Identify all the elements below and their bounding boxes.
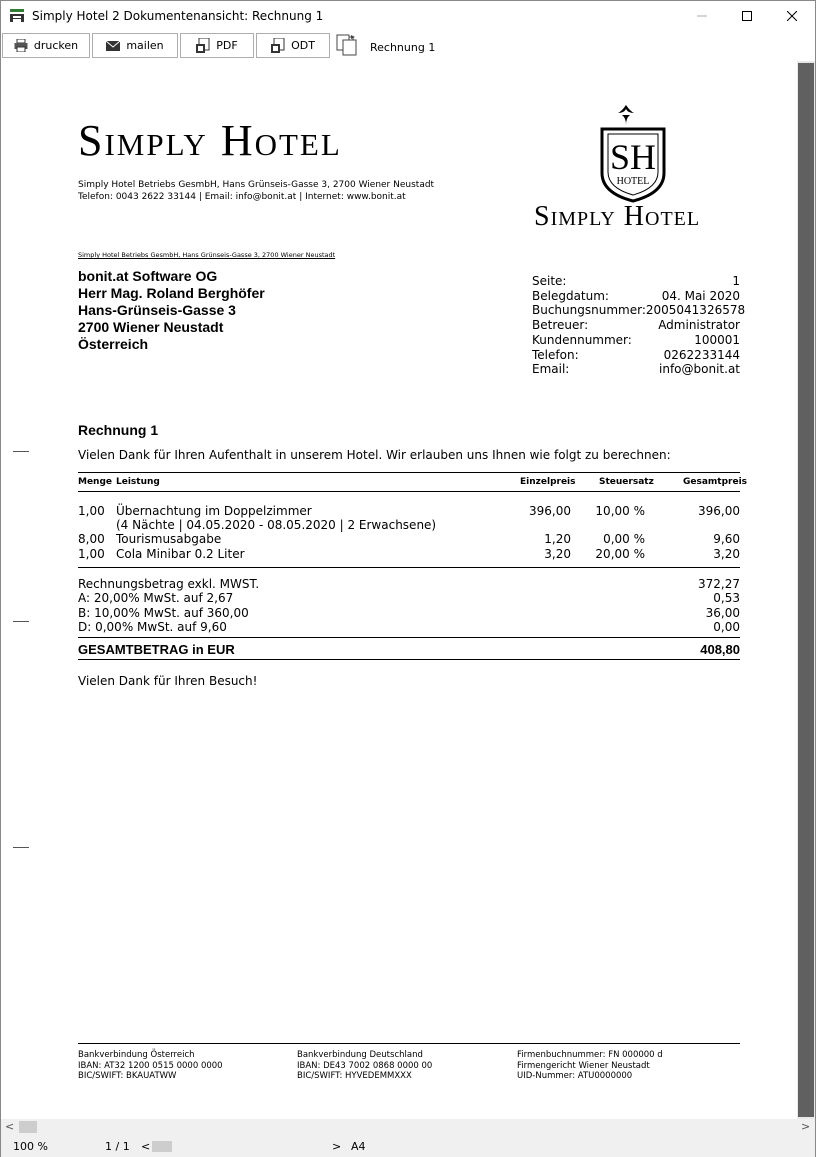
row-desc: Tourismusabgabe [116, 532, 222, 546]
row-total: 9,60 [713, 532, 740, 546]
table-header-rule [78, 491, 740, 492]
footer-line: BIC/SWIFT: BKAUATWW [78, 1071, 177, 1081]
vertical-scroll-thumb[interactable] [798, 63, 814, 1117]
odt-file-icon [271, 38, 285, 53]
page-scroll-thumb[interactable] [152, 1141, 172, 1152]
invoice-page [1, 61, 797, 1119]
meta-value: 1 [732, 274, 740, 288]
meta-value: info@bonit.at [659, 362, 740, 377]
footer-bank-de [297, 1050, 432, 1082]
grand-total-label: GESAMTBETRAG in EUR [78, 642, 235, 657]
footer-line: Bankverbindung Deutschland [297, 1050, 423, 1060]
row-tax: 10,00 % [595, 504, 645, 518]
fold-mark [13, 847, 29, 848]
letterhead-address [78, 179, 434, 203]
recipient-name: Herr Mag. Roland Berghöfer [78, 285, 265, 301]
summary-value: 0,00 [713, 620, 740, 634]
document-viewport[interactable] [1, 61, 815, 1119]
footer-bank-at [78, 1050, 223, 1082]
footer-line: IBAN: DE43 7002 0868 0000 00 [297, 1060, 433, 1071]
row-total: 396,00 [698, 504, 740, 518]
odt-label: ODT [291, 39, 315, 52]
footer-line: BIC/SWIFT: HYVEDEMMXXX [297, 1071, 412, 1081]
meta-value: 0262233144 [663, 347, 740, 362]
footer-company-info [517, 1050, 663, 1082]
col-header-qty: Menge [78, 477, 113, 487]
horizontal-scrollbar[interactable] [1, 1119, 815, 1135]
close-icon [787, 11, 797, 21]
meta-label: Buchungsnummer: [532, 303, 646, 318]
pdf-button[interactable] [180, 33, 254, 58]
close-button[interactable] [769, 1, 815, 31]
zoom-level[interactable]: 100 % [13, 1140, 48, 1153]
pdf-file-icon [196, 38, 210, 53]
recipient-address [78, 268, 265, 353]
address-line: Simply Hotel Betriebs GesmbH, Hans Grünseis-Gasse 3, 2700 Wiener Neustadt [78, 180, 435, 190]
table-top-rule [78, 472, 740, 473]
logo-monogram: SH [609, 137, 657, 177]
printer-icon [14, 39, 28, 52]
page-prev-arrow[interactable]: < [141, 1140, 151, 1153]
col-header-desc: Leistung [116, 477, 160, 487]
col-header-tax: Steuersatz [599, 477, 654, 487]
brand-wordmark: Simply Hotel [78, 116, 342, 165]
page-indicator: 1 / 1 [105, 1140, 130, 1153]
title-bar [1, 1, 815, 31]
meta-row [532, 289, 740, 304]
toolbar [1, 31, 815, 61]
document-tab-label: Rechnung 1 [370, 41, 436, 54]
meta-label: Email: [532, 362, 570, 377]
meta-row [532, 333, 740, 348]
meta-row [532, 348, 740, 363]
fold-mark [13, 451, 29, 452]
thanks-text: Vielen Dank für Ihren Besuch! [78, 674, 258, 688]
meta-label: Belegdatum: [532, 288, 609, 303]
meta-label: Kundennummer: [532, 332, 632, 347]
row-tax: 20,00 % [595, 547, 645, 561]
minimize-button[interactable] [679, 1, 725, 31]
minimize-icon [697, 11, 707, 21]
logo-subtext: HOTEL [616, 176, 650, 187]
document-copy-icon[interactable] [336, 34, 358, 56]
status-bar [1, 1135, 815, 1157]
invoice-title: Rechnung 1 [78, 422, 159, 438]
total-top-rule [78, 637, 740, 638]
horizontal-scroll-thumb[interactable] [19, 1121, 37, 1133]
footer-line: UID-Nummer: ATU0000000 [517, 1071, 633, 1081]
pdf-label: PDF [216, 39, 238, 52]
summary-label: A: 20,00% MwSt. auf 2,67 [78, 591, 234, 605]
grand-total-value: 408,80 [700, 642, 740, 657]
recipient-street: Hans-Grünseis-Gasse 3 [78, 302, 236, 318]
summary-label: Rechnungsbetrag exkl. MWST. [78, 577, 260, 591]
table-bottom-rule [78, 567, 740, 568]
summary-value: 0,53 [713, 591, 740, 605]
footer-rule [78, 1043, 740, 1044]
summary-value: 372,27 [698, 577, 740, 591]
row-qty: 8,00 [78, 532, 105, 546]
summary-value: 36,00 [705, 606, 740, 620]
row-qty: 1,00 [78, 504, 105, 518]
maximize-icon [742, 11, 752, 21]
meta-value: 04. Mai 2020 [661, 288, 740, 303]
row-desc: Übernachtung im Doppelzimmer [116, 504, 312, 518]
meta-value: 100001 [694, 332, 740, 347]
row-unit: 3,20 [544, 547, 571, 561]
meta-row [532, 274, 740, 289]
row-unit: 1,20 [544, 532, 571, 546]
page-next-arrow[interactable]: > [332, 1140, 342, 1153]
recipient-city: 2700 Wiener Neustadt [78, 319, 224, 335]
meta-label: Seite: [532, 274, 567, 288]
row-total: 3,20 [713, 547, 740, 561]
app-icon [10, 9, 24, 22]
footer-line: Firmenbuchnummer: FN 000000 d [517, 1050, 663, 1060]
window-title: Simply Hotel 2 Dokumentenansicht: Rechnung 1 [32, 9, 324, 23]
logo-wordmark: Simply Hotel [534, 201, 701, 232]
summary-label: D: 0,00% MwSt. auf 9,60 [78, 620, 227, 634]
meta-label: Telefon: [532, 347, 579, 362]
mail-button[interactable] [92, 33, 178, 58]
punch-mark [13, 621, 29, 622]
col-header-total: Gesamtpreis [683, 477, 748, 487]
footer-line: Firmengericht Wiener Neustadt [517, 1060, 650, 1071]
summary-label: B: 10,00% MwSt. auf 360,00 [78, 606, 249, 620]
contact-line: Telefon: 0043 2622 33144 | Email: info@bonit.at | Internet: www.bonit.at [78, 192, 406, 202]
footer-line: IBAN: AT32 1200 0515 0000 0000 [78, 1060, 223, 1071]
odt-button[interactable] [256, 33, 330, 58]
print-label: drucken [33, 39, 79, 52]
row-desc-sub: (4 Nächte | 04.05.2020 - 08.05.2020 | 2 Erwachsene) [116, 518, 437, 532]
row-qty: 1,00 [78, 547, 105, 561]
meta-value: 2005041326578 [645, 303, 746, 318]
paper-size: A4 [351, 1140, 366, 1153]
sender-return-line: Simply Hotel Betriebs GesmbH, Hans Grünseis-Gasse 3, 2700 Wiener Neustadt [78, 251, 336, 259]
meta-value: Administrator [658, 318, 740, 333]
total-bottom-rule [78, 659, 740, 660]
scroll-left-arrow[interactable]: < [5, 1120, 15, 1133]
recipient-company: bonit.at Software OG [78, 268, 218, 284]
footer-line: Bankverbindung Österreich [78, 1050, 195, 1060]
col-header-unit: Einzelpreis [520, 477, 576, 487]
row-tax: 0,00 % [603, 532, 645, 546]
meta-row [532, 318, 740, 333]
maximize-button[interactable] [724, 1, 770, 31]
row-desc: Cola Minibar 0.2 Liter [116, 547, 245, 561]
scroll-right-arrow[interactable]: > [801, 1120, 811, 1133]
invoice-meta [532, 274, 746, 377]
invoice-intro: Vielen Dank für Ihren Aufenthalt in unserem Hotel. Wir erlauben uns Ihnen wie folgt zu berechnen: [78, 448, 671, 462]
mail-label: mailen [126, 39, 164, 52]
envelope-icon [106, 41, 120, 51]
meta-row [532, 362, 740, 377]
meta-label: Betreuer: [532, 318, 589, 333]
meta-row [532, 303, 746, 318]
print-button[interactable] [2, 33, 90, 58]
row-unit: 396,00 [529, 504, 571, 518]
recipient-country: Österreich [78, 336, 149, 352]
